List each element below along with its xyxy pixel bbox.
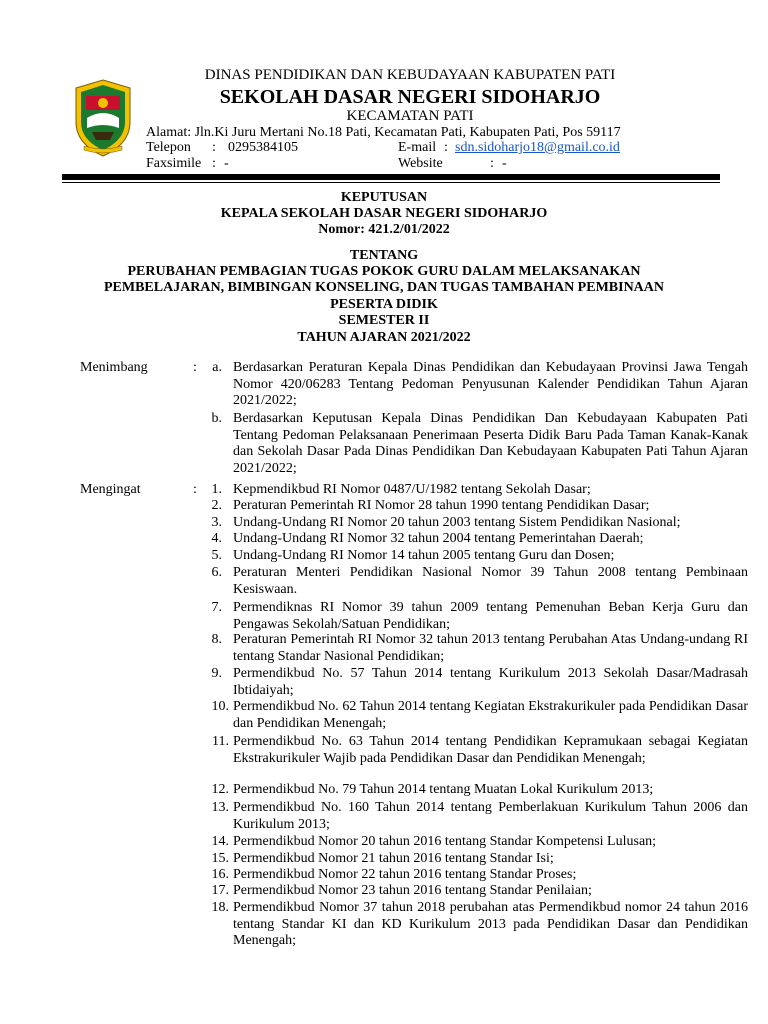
mengingat-item: Permendikbud Nomor 37 tahun 2018 perubahan atas Permendikbud nomor 24 tahun 2016 tentang Standar KI dan KD Kurikulum 2013 pada Pendidikan Dasar dan Pendidikan Menengah; (233, 900, 748, 948)
mengingat-item-marker: 1. (211, 482, 222, 497)
email-label: E-mail (398, 140, 437, 155)
website-value: - (502, 156, 507, 171)
district-name: KECAMATAN PATI (346, 108, 474, 124)
menimbang-item: Berdasarkan Keputusan Kepala Dinas Pendidikan Dan Kebudayaan Kabupaten Pati Tentang Pedoman Pelaksanaan Penerimaan Peserta Didik Baru Pada Taman Kanak-Kanak dan Sekolah Dasar Pada Dinas Pendidikan Dan Kebudayaan Kabupaten Pati Tahun Ajaran 2021/2022; (233, 411, 748, 476)
mengingat-item-marker: 7. (211, 600, 222, 615)
mengingat-item: Undang-Undang RI Nomor 32 tahun 2004 tentang Pemerintahan Daerah; (233, 531, 644, 546)
decree-number: Nomor: 421.2/01/2022 (318, 222, 450, 237)
mengingat-item: Peraturan Pemerintah RI Nomor 32 tahun 2013 tentang Perubahan Atas Undang-undang RI tentang Standar Nasional Pendidikan; (233, 632, 748, 664)
school-name: SEKOLAH DASAR NEGERI SIDOHARJO (219, 86, 601, 108)
menimbang-item-marker: b. (211, 411, 222, 426)
mengingat-item: Permendikbud Nomor 22 tahun 2016 tentang Standar Proses; (233, 867, 577, 882)
decree-issuer: KEPALA SEKOLAH DASAR NEGERI SIDOHARJO (220, 206, 548, 221)
mengingat-item-marker: 16. (211, 867, 229, 882)
mengingat-item-marker: 17. (211, 883, 229, 898)
email-link[interactable]: sdn.sidoharjo18@gmail.co.id (455, 140, 620, 155)
mengingat-item: Permendikbud Nomor 23 tahun 2016 tentang Standar Penilaian; (233, 883, 592, 898)
mengingat-item-marker: 5. (211, 548, 222, 563)
mengingat-item: Permendikbud No. 62 Tahun 2014 tentang Kegiatan Ekstrakurikuler pada Pendidikan Dasar dan Pendidikan Menengah; (233, 699, 748, 731)
phone-label: Telepon (146, 140, 191, 155)
fax-separator: : (212, 156, 216, 171)
fax-label: Faxsimile (146, 156, 202, 171)
phone-separator: : (212, 140, 216, 155)
mengingat-item: Permendikbud No. 79 Tahun 2014 tentang Muatan Lokal Kurikulum 2013; (233, 782, 654, 797)
mengingat-item: Permendikbud Nomor 21 tahun 2016 tentang Standar Isi; (233, 851, 554, 866)
decree-subject-line-3: PESERTA DIDIK (330, 297, 438, 312)
mengingat-item: Permendiknas RI Nomor 39 tahun 2009 tentang Pemenuhan Beban Kerja Guru dan Pengawas Sekolah/Satuan Pendidikan; (233, 600, 748, 632)
decree-subject-line-1: PERUBAHAN PEMBAGIAN TUGAS POKOK GURU DALAM MELAKSANAKAN (127, 264, 641, 279)
menimbang-item-marker: a. (212, 360, 222, 375)
fax-number: - (224, 156, 229, 171)
regency-logo-icon (72, 78, 134, 158)
website-separator: : (490, 156, 494, 171)
phone-number: 0295384105 (228, 140, 298, 155)
mengingat-item: Permendikbud No. 160 Tahun 2014 tentang Pemberlakuan Kurikulum Tahun 2006 dan Kurikulum 2013; (233, 800, 748, 832)
mengingat-item-marker: 12. (211, 782, 229, 797)
email-separator: : (444, 140, 448, 155)
menimbang-label: Menimbang (80, 360, 148, 375)
mengingat-item-marker: 9. (211, 666, 222, 681)
decree-heading: KEPUTUSAN (340, 190, 428, 205)
mengingat-item-marker: 15. (211, 851, 229, 866)
mengingat-item-marker: 11. (212, 734, 229, 749)
mengingat-item: Permendikbud No. 57 Tahun 2014 tentang Kurikulum 2013 Sekolah Dasar/Madrasah Ibtidaiyah; (233, 666, 748, 698)
mengingat-item: Peraturan Menteri Pendidikan Nasional Nomor 39 Tahun 2008 tentang Pembinaan Kesiswaan. (233, 565, 748, 597)
mengingat-item-marker: 13. (211, 800, 229, 815)
school-address: Alamat: Jln.Ki Juru Mertani No.18 Pati, Kecamatan Pati, Kabupaten Pati, Pos 59117 (146, 125, 621, 140)
header-divider-thick (62, 174, 720, 180)
decree-academic-year: TAHUN AJARAN 2021/2022 (297, 330, 471, 345)
mengingat-item-marker: 2. (211, 498, 222, 513)
mengingat-item-marker: 10. (211, 699, 229, 714)
menimbang-colon: : (193, 360, 197, 375)
agency-name: DINAS PENDIDIKAN DAN KEBUDAYAAN KABUPATEN PATI (204, 67, 616, 83)
decree-about-label: TENTANG (349, 248, 419, 263)
menimbang-item: Berdasarkan Peraturan Kepala Dinas Pendidikan dan Kebudayaan Provinsi Jawa Tengah Nomor 420/06283 Tentang Pedoman Penyusunan Kalender Pendidikan Tahun Ajaran 2021/2022; (233, 360, 748, 408)
mengingat-colon: : (193, 482, 197, 497)
mengingat-item-marker: 14. (211, 834, 229, 849)
mengingat-item-marker: 18. (211, 900, 229, 915)
mengingat-item: Permendikbud Nomor 20 tahun 2016 tentang Standar Kompetensi Lulusan; (233, 834, 657, 849)
header-divider-thin (62, 182, 720, 183)
decree-semester: SEMESTER II (338, 313, 430, 328)
mengingat-item-marker: 8. (211, 632, 222, 647)
mengingat-item: Undang-Undang RI Nomor 14 tahun 2005 tentang Guru dan Dosen; (233, 548, 615, 563)
mengingat-item: Peraturan Pemerintah RI Nomor 28 tahun 1990 tentang Pendidikan Dasar; (233, 498, 650, 513)
mengingat-item: Permendikbud No. 63 Tahun 2014 tentang Pendidikan Kepramukaan sebagai Kegiatan Ekstrakurikuler Wajib pada Pendidikan Dasar dan Pendidikan Menengah; (233, 734, 748, 766)
decree-subject-line-2: PEMBELAJARAN, BIMBINGAN KONSELING, DAN TUGAS TAMBAHAN PEMBINAAN (103, 280, 665, 295)
website-label: Website (398, 156, 443, 171)
mengingat-item-marker: 3. (211, 515, 222, 530)
mengingat-label: Mengingat (80, 482, 141, 497)
mengingat-item-marker: 4. (211, 531, 222, 546)
mengingat-item: Kepmendikbud RI Nomor 0487/U/1982 tentang Sekolah Dasar; (233, 482, 591, 497)
mengingat-item-marker: 6. (211, 565, 222, 580)
mengingat-item: Undang-Undang RI Nomor 20 tahun 2003 tentang Sistem Pendidikan Nasional; (233, 515, 681, 530)
